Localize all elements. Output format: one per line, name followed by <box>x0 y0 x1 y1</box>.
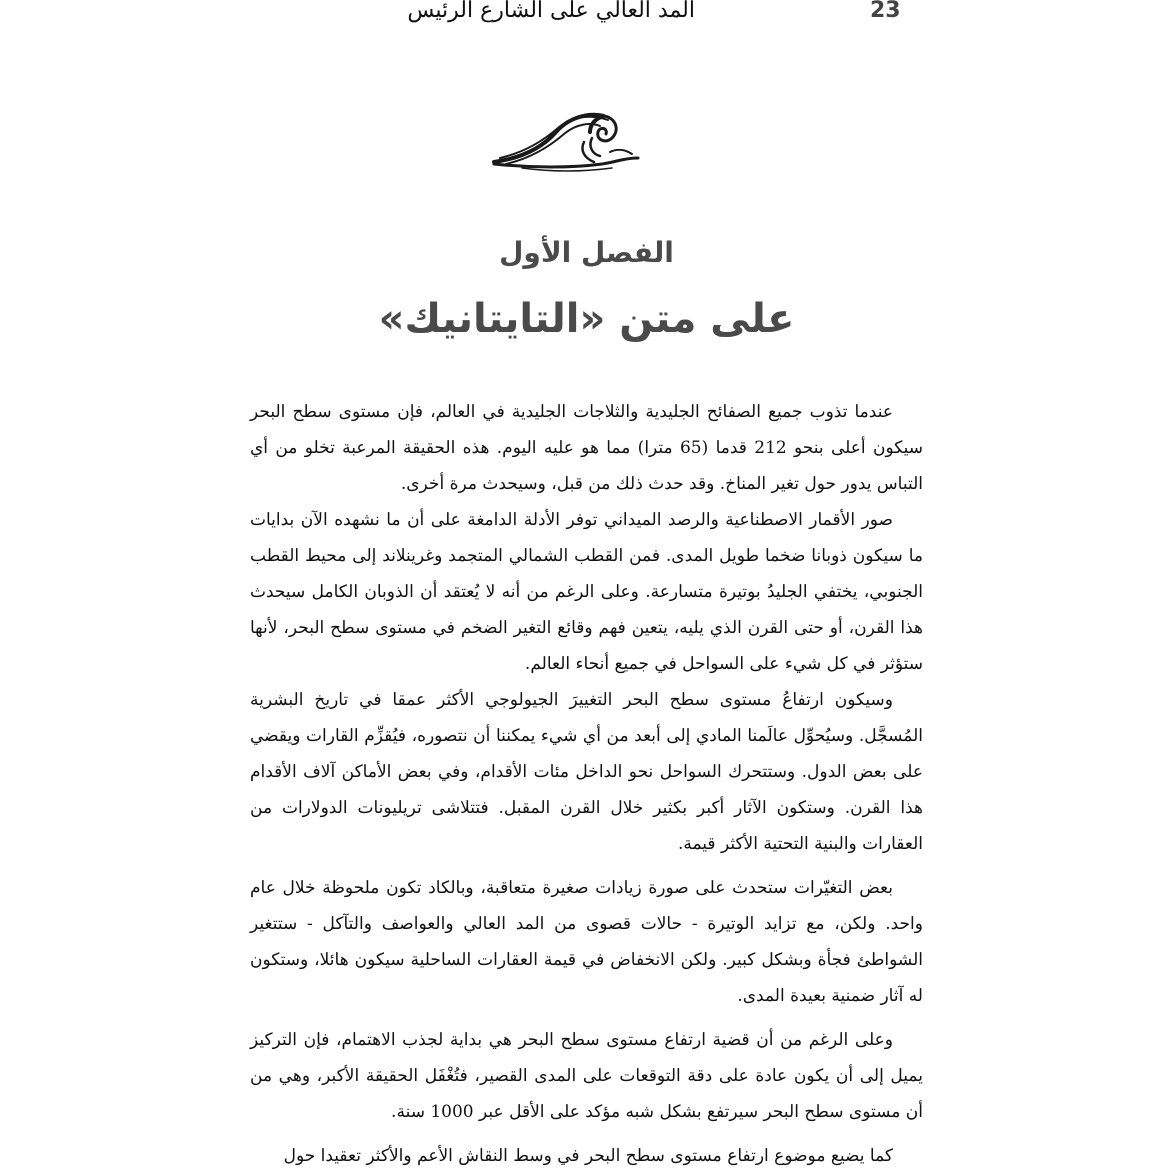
chapter-title: على متن «التايتانيك» <box>378 296 795 342</box>
paragraph: كما يضيع موضوع ارتفاع مستوى سطح البحر في وسط النقاش الأعم والأكثر تعقيدا حول <box>283 1146 893 1166</box>
wave-icon <box>492 108 646 176</box>
paragraph: وعلى الرغم من أن قضية ارتفاع مستوى سطح البحر هي بداية لجذب الاهتمام، فإن التركيز يميل إلى أن يكون عادة على دقة التوقعات على المدى القصير، فتُغْفَل الحقيقة الأكبر، وهي من أن مستوى سطح البحر سيرتفع بشكل شبه مؤكد على الأقل عبر 1000 سنة. <box>250 1030 923 1122</box>
page-header <box>250 0 923 28</box>
paragraph: عندما تذوب جميع الصفائح الجليدية والثلاجات الجليدية في العالم، فإن مستوى سطح البحر سيكون أعلى بنحو 212 قدما (65 مترا) مما هو عليه اليوم. هذه الحقيقة المرعبة تخلو من أي التباس يدور حول تغير المناخ. وقد حدث ذلك من قبل، وسيحدث مرة أخرى. <box>250 402 923 494</box>
paragraph: صور الأقمار الاصطناعية والرصد الميداني توفر الأدلة الدامغة على أن ما نشهده الآن بدايات ما سيكون ذوبانا ضخما طويل المدى. فمن القطب الشمالي المتجمد وغرينلاند إلى محيط القطب الجنوبي، يختفي الجليدُ بوتيرة متسارعة. وعلى الرغم من أنه لا يُعتقد أن الذوبان الكامل سيحدث هذا القرن، أو حتى القرن الذي يليه، يتعين فهم وقائع التغير الضخم في مستوى سطح البحر، لأنها ستؤثر في كل شيء على السواحل في جميع أنحاء العالم. <box>250 510 923 674</box>
chapter-label: الفصل الأول <box>499 236 674 269</box>
running-head: المد العالي على الشارع الرئيس <box>407 0 695 23</box>
paragraph: وسيكون ارتفاعُ مستوى سطح البحر التغييرَ الجيولوجي الأكثر عمقا في تاريخ البشرية المُسجَّل. وسيُحوِّل عالَمنا المادي إلى أبعد من أي شيء يمكننا أن نتصوره، فيُقزِّم القارات ويقضي على بعض الدول. وستتحرك السواحل نحو الداخل مئات الأقدام، وفي بعض الأماكن آلاف الأقدام هذا القرن. وستكون الآثار أكبر بكثير خلال القرن المقبل. فتتلاشى تريليونات الدولارات من العقارات والبنية التحتية الأكثر قيمة. <box>250 690 923 854</box>
page-number: 23 <box>870 0 901 23</box>
paragraph: بعض التغيّرات ستحدث على صورة زيادات صغيرة متعاقبة، وبالكاد تكون ملحوظة خلال عام واحد. ولكن، مع تزايد الوتيرة - حالات قصوى من المد العالي والعواصف والتآكل - ستتغير الشواطئ فجأة وبشكل كبير. ولكن الانخفاض في قيمة العقارات الساحلية سيكون هائلا، وستكون له آثار ضمنية بعيدة المدى. <box>250 878 923 1006</box>
body-text <box>250 394 923 1174</box>
